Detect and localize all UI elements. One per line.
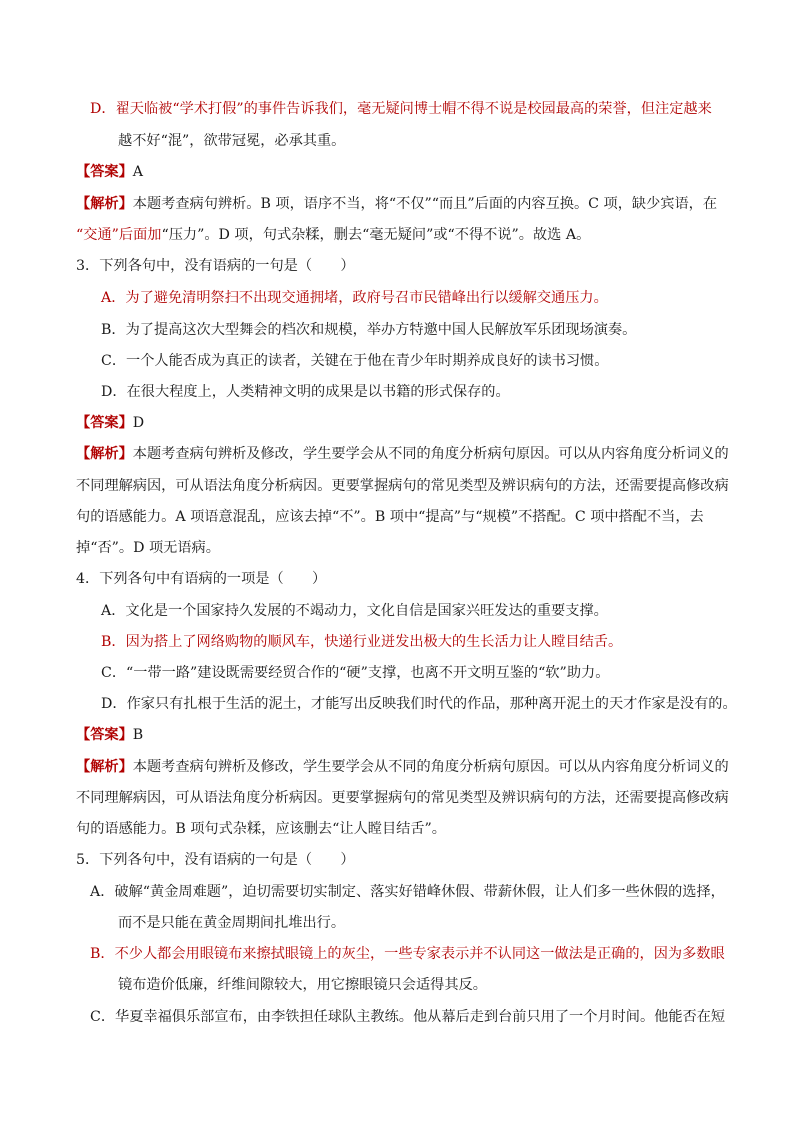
line: D．翟天临被“学术打假”的事件告诉我们，毫无疑问博士帽不得不说是校园最高的荣誉，但注定越来 (90, 101, 712, 117)
analysis-label: 【解析】 (76, 759, 133, 775)
option-line: C．一个人能否成为真正的读者，关键在于他在青少年时期养成良好的读书习惯。 (101, 353, 609, 369)
analysis-line (76, 757, 729, 777)
option-line: 镜布造价低廉，纤维间隙较大，用它擦眼镜只会适得其反。 (118, 977, 487, 993)
analysis-line: 不同理解病因，可从语法角度分析病因。更要掌握病句的常见类型及辨识病句的方法，还需要提高修改病 (76, 790, 729, 806)
option-line: D．在很大程度上，人类精神文明的成果是以书籍的形式保存的。 (101, 384, 510, 400)
option-line: A．为了避免清明祭扫不出现交通拥堵，政府号召市民错峰出行以缓解交通压力。 (101, 290, 608, 306)
answer-label: 【答案】 (76, 164, 133, 180)
analysis-line (76, 444, 729, 464)
answer-line (76, 413, 144, 433)
analysis-text: “压力”。D 项，句式杂糅，删去“毫无疑问”或“不得不说”。故选 A。 (161, 227, 591, 243)
question-line: 3．下列各句中，没有语病的一句是（ ） (76, 258, 355, 274)
analysis-line: 句的语感能力。B 项句式杂糅，应该删去“让人瞠目结舌”。 (76, 821, 446, 837)
option-line: 而不是只能在黄金周期间扎堆出行。 (118, 915, 346, 931)
analysis-line (76, 194, 717, 214)
question-line: 4．下列各句中有语病的一项是（ ） (76, 571, 327, 587)
answer-line (76, 162, 143, 182)
analysis-text-red: “交通”后面加 (76, 227, 162, 243)
analysis-line (76, 225, 590, 245)
analysis-line: 句的语感能力。A 项语意混乱，应该去掉“不”。B 项中“提高”与“规模”不搭配。C 项中搭配不当，去 (76, 509, 704, 525)
analysis-text: 本题考查病句辨析及修改，学生要学会从不同的角度分析病句原因。可以从内容角度分析词义的 (132, 759, 729, 775)
option-line: D．作家只有扎根于生活的泥土，才能写出反映我们时代的作品，那种离开泥土的天才作家是没有的。 (101, 696, 737, 712)
option-line: C．“一带一路”建设既需要经贸合作的“硬”支撑，也离不开文明互鉴的“软”助力。 (101, 665, 610, 681)
option-line: B．因为搭上了网络购物的顺风车，快递行业迸发出极大的生长活力让人瞠目结舌。 (101, 634, 623, 650)
analysis-line: 不同理解病因，可从语法角度分析病因。更要掌握病句的常见类型及辨识病句的方法，还需要提高修改病 (76, 478, 729, 494)
answer-label: 【答案】 (76, 415, 133, 431)
analysis-line: 掉“否”。D 项无语病。 (76, 540, 220, 556)
analysis-text: 本题考查病句辨析及修改，学生要学会从不同的角度分析病句原因。可以从内容角度分析词义的 (132, 446, 729, 462)
answer-value: D (132, 415, 145, 431)
option-line: B．不少人都会用眼镜布来擦拭眼镜上的灰尘，一些专家表示并不认同这一做法是正确的，因为多数眼 (90, 946, 725, 962)
option-line: A．破解“黄金周难题”，迫切需要切实制定、落实好错峰休假、带薪休假，让人们多一些休假的选择， (90, 884, 725, 900)
option-line: C．华夏幸福俱乐部宣布，由李铁担任球队主教练。他从幕后走到台前只用了一个月时间。他能否在短 (90, 1009, 726, 1025)
line: 越不好“混”，欲带冠冕，必承其重。 (118, 133, 346, 149)
question-line: 5．下列各句中，没有语病的一句是（ ） (76, 852, 355, 868)
option-line: A．文化是一个国家持久发展的不竭动力，文化自信是国家兴旺发达的重要支撑。 (101, 603, 608, 619)
answer-line (76, 725, 143, 745)
analysis-text: 本题考查病句辨析。B 项，语序不当，将“不仅”“而且”后面的内容互换。C 项，缺少宾语，在 (132, 196, 718, 212)
answer-value: A (132, 164, 144, 180)
option-line: B．为了提高这次大型舞会的档次和规模，举办方特邀中国人民解放军乐团现场演奏。 (101, 322, 637, 338)
answer-label: 【答案】 (76, 727, 133, 743)
analysis-label: 【解析】 (76, 196, 133, 212)
answer-value: B (132, 727, 144, 743)
analysis-label: 【解析】 (76, 446, 133, 462)
